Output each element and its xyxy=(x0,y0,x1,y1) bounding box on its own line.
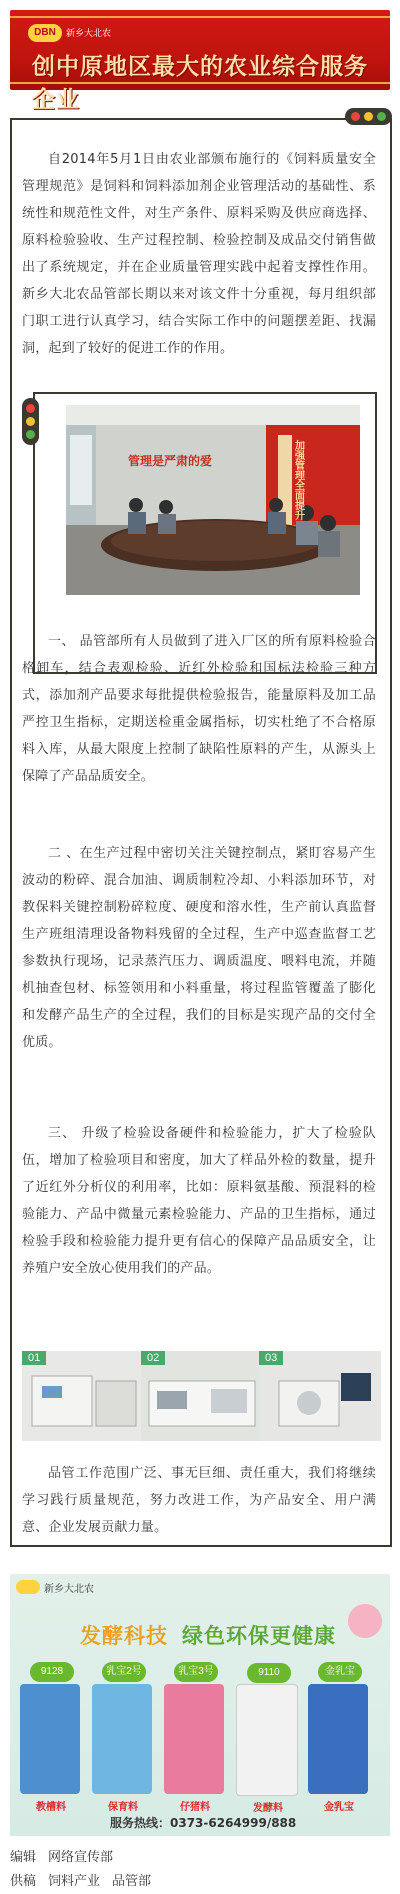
footer-source-line xyxy=(10,1870,390,1894)
footer-editor-line xyxy=(10,1846,390,1870)
ad-logo-text: 新乡大北农 xyxy=(44,1584,94,1595)
product-caption: 发酵料 xyxy=(253,1803,283,1814)
article-point-1 xyxy=(22,628,376,790)
company-logo-text: 新乡大北农 xyxy=(66,29,112,39)
equipment-photo-3 xyxy=(259,1351,381,1441)
header-banner xyxy=(10,10,390,113)
source-value-1: 饲料产业 xyxy=(48,1874,101,1889)
red-light-icon xyxy=(26,404,35,413)
product-caption: 金乳宝 xyxy=(324,1802,354,1813)
yellow-light-icon xyxy=(364,112,373,121)
product-advertisement xyxy=(10,1574,390,1836)
product-label: 乳宝3号 xyxy=(174,1662,218,1682)
company-logo-mark: DBN xyxy=(28,24,62,42)
article-point-2 xyxy=(22,840,376,1056)
traffic-lights-vertical-icon xyxy=(22,398,39,445)
point-2-paragraph: 二 、在生产过程中密切关注关键控制点，紧盯容易产生波动的粉碎、混合加油、调质制粒冷却、小料添加环节，对教保料关键控制粉碎粒度、硬度和溶水性，生产前认真监督生产班组清理设备物料残留的全过程，生产中巡查监督工艺参数执行现场，记录蒸汽压力、调质温度、喂料电流，并随机抽查包材、标签领用和小料重量，将过程监管覆盖了膨化和发酵产品生产的全过程，我们的目标是实现产品的交付全优质。 xyxy=(22,846,376,1050)
product-caption: 仔猪料 xyxy=(180,1802,210,1813)
photo-wall-text: 管理是严肃的爱 xyxy=(128,454,213,468)
product-label: 乳宝2号 xyxy=(102,1662,146,1682)
meeting-photo xyxy=(66,405,360,595)
photo-number-badge: 02 xyxy=(141,1351,165,1365)
product-bag xyxy=(236,1667,298,1814)
intro-paragraph: 自2014年5月1日由农业部颁布施行的《饲料质量安全管理规范》是饲料和饲料添加剂企业管理活动的基础性、系统性和规范性文件，对生产条件、原料采购及供应商选择、原料检验验收、生产过程控制、检验控制及成品交付销售做出了系统规定，并在企业质量管理实践中起着支撑性作用。新乡大北农品管部长期以来对该文件十分重视，每月组织部门职工进行认真学习，结合实际工作中的问题摆差距、找漏洞，起到了较好的促进工作的作用。 xyxy=(22,152,376,356)
product-label: 金乳宝 xyxy=(318,1662,362,1682)
editor-value: 网络宣传部 xyxy=(48,1850,114,1865)
photo-banner-text: 加强管理全面提升 xyxy=(292,440,304,520)
source-value-2: 品管部 xyxy=(112,1874,152,1889)
traffic-lights-icon xyxy=(345,108,392,125)
photo-number-badge: 01 xyxy=(22,1351,46,1365)
ad-headline-right: 绿色环保更健康 xyxy=(182,1624,336,1648)
red-light-icon xyxy=(351,112,360,121)
point-1-paragraph: 一、 品管部所有人员做到了进入厂区的所有原料检验合格卸车，结合表观检验、近红外检验和国标法检验三种方式，添加剂产品要求每批提供检验报告，能量原料及加工品严控卫生指标，定期送检重金属指标，切实杜绝了不合格原料入库，从最大限度上控制了缺陷性原料的产生，从源头上保障了产品品质安全。 xyxy=(22,634,376,784)
photo-number-badge: 03 xyxy=(259,1351,283,1365)
product-bag xyxy=(20,1666,80,1813)
point-3-paragraph: 三、 升级了检验设备硬件和检验能力，扩大了检验队伍，增加了检验项目和密度，加大了样品外检的数量，提升了近红外分析仪的利用率，比如：原料氨基酸、预混料的检验能力、产品中微量元素检验能力、产品的卫生指标，通过检验手段和检验能力提升更有信心的保障产品品质安全，让养殖户安全放心使用我们的产品。 xyxy=(22,1126,376,1276)
green-light-icon xyxy=(377,112,386,121)
equipment-photo-2 xyxy=(141,1351,263,1441)
product-bag xyxy=(164,1666,224,1813)
article-point-3 xyxy=(22,1120,376,1282)
pig-mascot-icon xyxy=(348,1604,382,1638)
equipment-photo-1 xyxy=(22,1351,144,1441)
banner-stripe-top xyxy=(10,16,390,18)
article-closing xyxy=(22,1460,376,1541)
meeting-room-illustration xyxy=(66,405,360,595)
ad-hotline: 服务热线：0373-6264999/888 xyxy=(110,1816,297,1830)
article-intro xyxy=(22,146,376,362)
green-light-icon xyxy=(26,430,35,439)
product-caption: 教槽料 xyxy=(36,1802,66,1813)
ad-logo-icon xyxy=(16,1580,40,1594)
product-label: 9128 xyxy=(30,1662,74,1682)
ad-headline-left: 发酵科技 xyxy=(80,1624,168,1648)
product-bag xyxy=(308,1666,368,1813)
closing-paragraph: 品管工作范围广泛、事无巨细、责任重大，我们将继续学习践行质量规范，努力改进工作，为产品安全、用户满意、企业发展贡献力量。 xyxy=(22,1466,376,1535)
banner-slogan: 创中原地区最大的农业综合服务企业 xyxy=(32,54,368,113)
editor-label: 编辑 xyxy=(10,1850,37,1865)
article-footer xyxy=(10,1846,390,1894)
product-caption: 保育料 xyxy=(108,1802,138,1813)
product-bag xyxy=(92,1666,152,1813)
yellow-light-icon xyxy=(26,417,35,426)
source-label: 供稿 xyxy=(10,1874,37,1889)
product-label: 9110 xyxy=(247,1663,291,1683)
